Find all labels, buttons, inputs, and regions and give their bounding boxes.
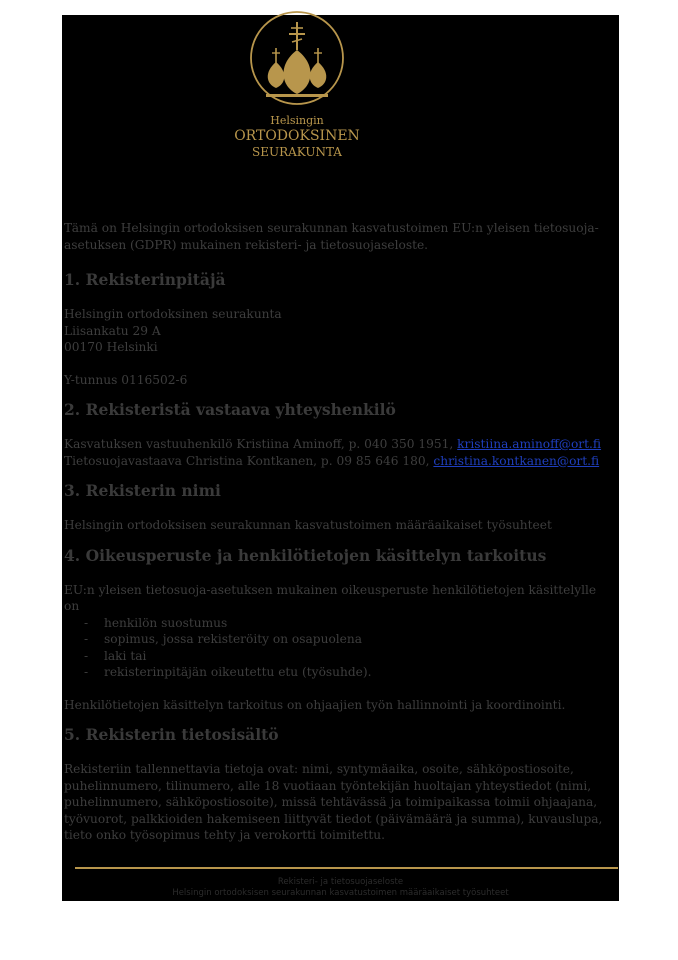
data-content-paragraph: Rekisteriin tallennettavia tietoja ovat: nimi, syntymäaika, osoite, sähköpostiosoite, puhelinnumero, tilinumero, alle 18 vuotiaan työntekijän huoltajan yhteystiedot (nimi, puhelinnumero, sähköpostiosoite), missä tehtävässä ja toimipaikassa toimii ohjaajana, työvuorot, palkkioiden hakemiseen liittyvät tiedot (päivämäärä ja summa), kuvauslupa, tieto onko työsopimus tehty ja verokortti toimitettu. — [64, 762, 603, 842]
list-item: - rekisterinpitäjän oikeutettu etu (työsuhde). — [64, 664, 609, 681]
footer-line-1: Rekisteri- ja tietosuojaseloste — [277, 877, 404, 887]
postal-address: 00170 Helsinki — [64, 340, 158, 354]
section-heading-tietosisalto: 5. Rekisterin tietosisältö — [64, 725, 279, 744]
section-heading-rekisterin-nimi: 3. Rekisterin nimi — [64, 481, 221, 500]
business-id: Y-tunnus 0116502-6 — [64, 372, 188, 387]
document-body — [64, 220, 609, 844]
contact-line-2: Tietosuojavastaava Christina Kontkanen, p. 09 85 646 180, christina.kontkanen@ort.fi — [64, 453, 600, 468]
svg-text:ORTODOKSINEN: ORTODOKSINEN — [234, 128, 360, 144]
register-name: Helsingin ortodoksisen seurakunnan kasvatustoimen määräaikaiset työsuhteet — [64, 518, 552, 532]
email-link-aminoff[interactable]: kristiina.aminoff@ort.fi — [457, 437, 602, 451]
page-footer — [62, 877, 619, 899]
footer-divider — [75, 867, 618, 869]
legal-basis-list — [64, 615, 609, 681]
contact-line-1: Kasvatuksen vastuuhenkilö Kristiina Aminoff, p. 040 350 1951, kristiina.aminoff@ort.fi — [64, 437, 602, 451]
svg-text:SEURAKUNTA: SEURAKUNTA — [252, 145, 342, 159]
svg-text:Helsingin: Helsingin — [270, 114, 324, 127]
legal-basis-lead: EU:n yleisen tietosuoja-asetuksen mukainen oikeusperuste henkilötietojen käsittelylle on — [64, 582, 597, 613]
section-heading-yhteyshenkilo: 2. Rekisteristä vastaava yhteyshenkilö — [64, 400, 396, 419]
list-item: - sopimus, jossa rekisteröity on osapuolena — [64, 631, 609, 648]
email-link-kontkanen[interactable]: christina.kontkanen@ort.fi — [433, 453, 600, 468]
section-heading-oikeusperuste: 4. Oikeusperuste ja henkilötietojen käsittelyn tarkoitus — [64, 545, 547, 565]
processing-purpose: Henkilötietojen käsittelyn tarkoitus on ohjaajien työn hallinnointi ja koordinointi. — [64, 697, 566, 712]
church-logo-icon — [234, 10, 360, 170]
list-item: - henkilön suostumus — [64, 615, 609, 632]
list-item: - laki tai — [64, 648, 609, 665]
section-heading-rekisterinpitaja: 1. Rekisterinpitäjä — [64, 270, 226, 289]
street-address: Liisankatu 29 A — [64, 323, 161, 338]
intro-paragraph: Tämä on Helsingin ortodoksisen seurakunnan kasvatustoimen EU:n yleisen tietosuoja-asetuksen (GDPR) mukainen rekisteri- ja tietosuojaseloste. — [64, 221, 599, 252]
footer-line-2: Helsingin ortodoksisen seurakunnan kasvatustoimen määräaikaiset työsuhteet — [172, 888, 509, 898]
org-name: Helsingin ortodoksinen seurakunta — [64, 307, 282, 321]
